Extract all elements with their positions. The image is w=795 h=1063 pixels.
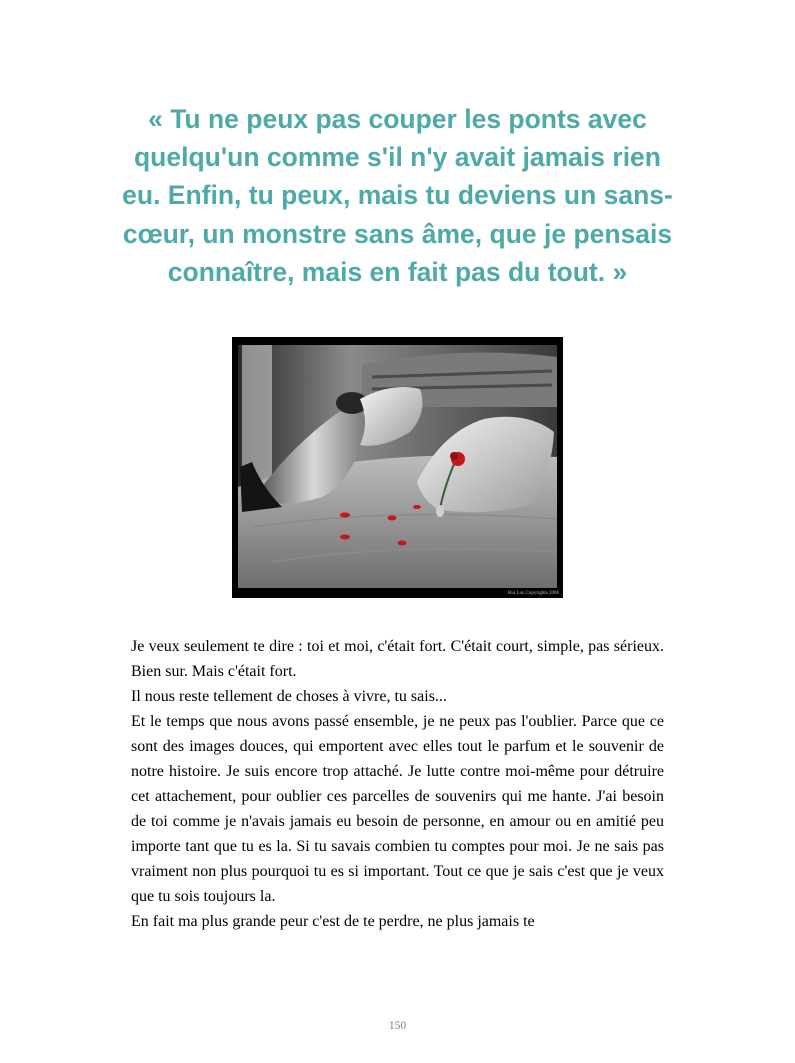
paragraph: Et le temps que nous avons passé ensemble, je ne peux pas l'oublier. Parce que ce sont des images douces, qui emportent avec elles tout le parfum et le souvenir de notre histoire. Je suis encore trop attaché. Je lutte contre moi-même pour détruire cet attachement, pour oublier ces parcelles de souvenirs qui me hante. J'ai besoin de toi comme je n'avais jamais eu besoin de personne, en amour ou en amitié peu importe tant que tu es la. Si tu savais combien tu comptes pour moi. Je ne sais pas vraiment non plus pourquoi tu es si important. Tout ce que je sais c'est que je veux que tu sois toujours la. <box>131 713 664 905</box>
paragraph: Il nous reste tellement de choses à vivre, tu sais... <box>131 688 447 705</box>
photo-illustration <box>232 337 563 598</box>
photo-credit: Rui Luz Copyrights 2006 <box>508 591 559 596</box>
bed-rose-photo <box>232 337 563 598</box>
body-text <box>131 634 664 934</box>
paragraph: En fait ma plus grande peur c'est de te perdre, ne plus jamais te <box>131 913 535 930</box>
page-number: 150 <box>388 1020 407 1032</box>
pull-quote: « Tu ne peux pas couper les ponts avec quelqu'un comme s'il n'y avait jamais rien eu. Enfin, tu peux, mais tu deviens un sans-cœur, un monstre sans âme, que je pensais connaître, mais en fait pas du tout. » <box>122 104 673 287</box>
paragraph: Je veux seulement te dire : toi et moi, c'était fort. C'était court, simple, pas sérieux. Bien sur. Mais c'était fort. <box>131 638 664 680</box>
